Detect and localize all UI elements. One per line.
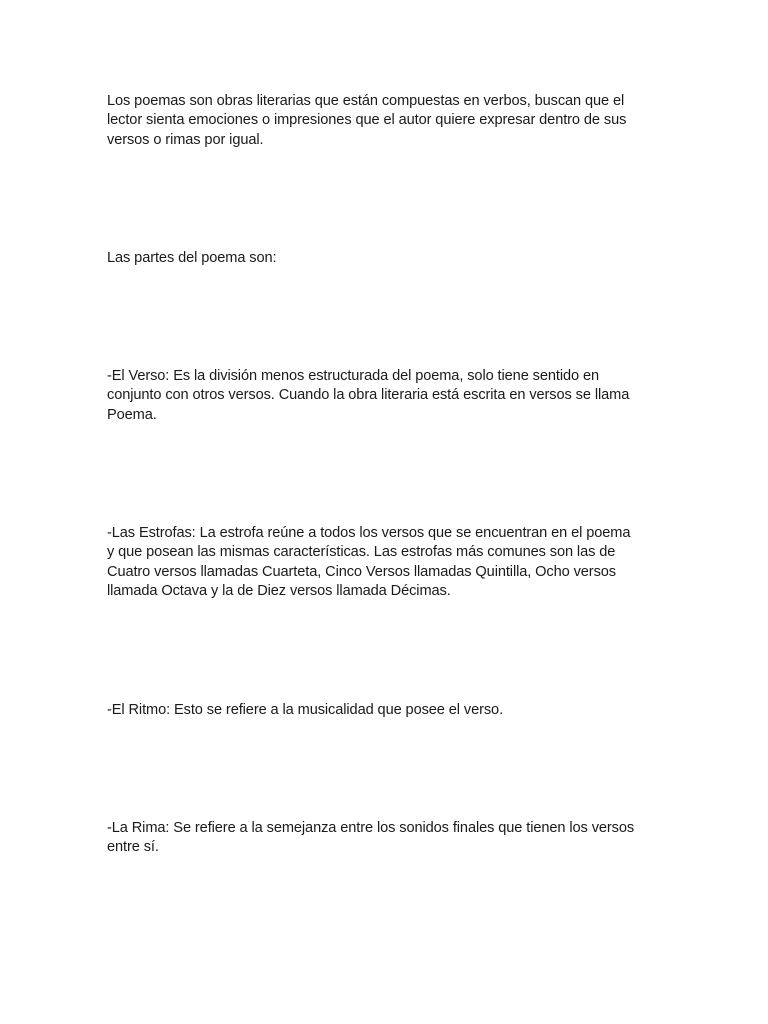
text-line: -Las Estrofas: La estrofa reúne a todos los versos que se encuentran en el poema	[107, 525, 631, 541]
text-line: conjunto con otros versos. Cuando la obra literaria está escrita en versos se llama	[107, 387, 630, 404]
text-line: -El Ritmo: Esto se refiere a la musicalidad que posee el verso.	[107, 702, 504, 718]
text-line: lector sienta emociones o impresiones que el autor quiere expresar dentro de sus	[107, 112, 627, 129]
paragraph-verso	[107, 367, 667, 425]
text-line: Los poemas son obras literarias que están compuestas en verbos, buscan que el	[107, 93, 625, 109]
text-line: Las partes del poema son:	[107, 250, 277, 266]
paragraph-parts-heading	[107, 249, 667, 268]
text-line: Poema.	[107, 406, 157, 423]
paragraph-rima	[107, 819, 667, 858]
text-line: entre sí.	[107, 839, 159, 856]
paragraph-estrofas	[107, 524, 667, 602]
text-line: y que posean las mismas características. Las estrofas más comunes son las de	[107, 544, 616, 561]
text-line: Cuatro versos llamadas Cuarteta, Cinco Versos llamadas Quintilla, Ocho versos	[107, 563, 616, 580]
text-line: -La Rima: Se refiere a la semejanza entre los sonidos finales que tienen los versos	[107, 820, 635, 836]
text-line: llamada Octava y la de Diez versos llamada Décimas.	[107, 583, 451, 600]
paragraph-ritmo	[107, 701, 667, 720]
text-line: versos o rimas por igual.	[107, 131, 264, 148]
text-line: -El Verso: Es la división menos estructurada del poema, solo tiene sentido en	[107, 368, 600, 384]
paragraph-intro	[107, 92, 667, 150]
